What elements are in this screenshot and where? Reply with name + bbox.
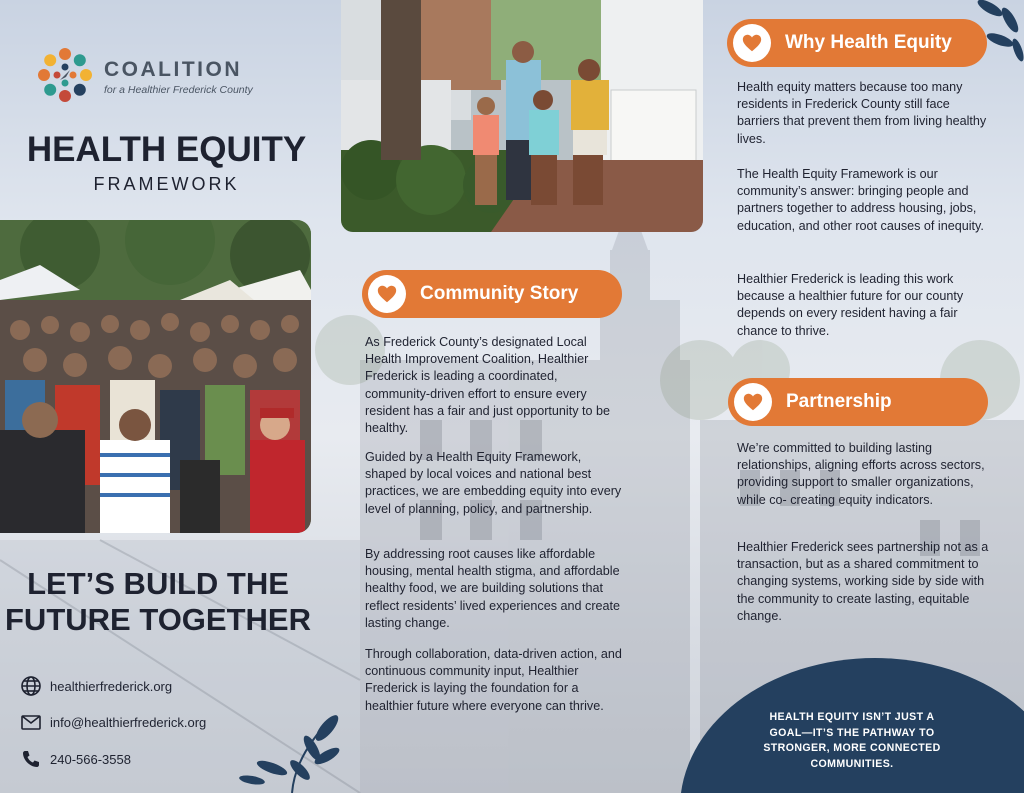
why-health-equity-paragraph: Healthier Frederick is leading this work because a healthier future for our county depends on every resident having a fair chance to thrive. [737,272,964,338]
phone-icon [20,748,42,770]
cta-line-2: FUTURE TOGETHER [5,602,311,637]
email-link[interactable]: info@healthierfrederick.org [50,714,207,730]
phone-number: 240-566-3558 [50,751,131,767]
community-story-paragraph: Guided by a Health Equity Framework, shaped by local voices and national best practices, we are embedding equity into every level of planning, policy, and partnership. [365,450,622,516]
partnership-paragraph: We’re committed to building lasting relationships, aligning efforts across sectors, providing support to smaller organizations, while co- creating equity indicators. [737,441,985,507]
page-subtitle: FRAMEWORK [93,174,240,194]
community-story-paragraph: Through collaboration, data-driven action, and continuous community input, Healthier Frederick is laying the foundation for a healthier future where everyone can thrive. [365,647,622,713]
leaf-branch-icon [232,708,352,793]
community-story-paragraph: By addressing root causes like affordable housing, mental health stigma, and affordable healthy food, we are building solutions that reflect residents’ lived experiences and create lasting change. [365,547,621,630]
family-walking-photo [341,0,703,232]
call-to-action [0,566,316,638]
contact-email[interactable] [20,711,206,733]
brand-tagline: for a Healthier Frederick County [104,84,253,96]
partnership-paragraph: Healthier Frederick sees partnership not as a transaction, but as a shared commitment to changing systems, working side by side with the community to create lasting, equitable change. [737,540,989,623]
heart-icon [733,24,771,62]
website-link[interactable]: healthierfrederick.org [50,678,173,694]
community-story-paragraph: As Frederick County’s designated Local Health Improvement Coalition, Healthier Frederick is leading a coordinated, community-driven effort to ensure every resident has a fair and just opportunity to be healthy. [365,335,611,436]
page-title: HEALTH EQUITY [26,130,307,169]
closing-quote: HEALTH EQUITY ISN’T JUST A GOAL—IT’S THE PATHWAY TO STRONGER, MORE CONNECTED COMMUNITIES. [763,711,941,770]
coalition-flower-icon [36,46,94,104]
cta-line-1: LET’S BUILD THE [27,566,289,601]
contact-phone[interactable] [20,748,131,770]
section-heading-label: Why Health Equity [785,32,952,53]
globe-icon [20,675,42,697]
section-heading-label: Community Story [420,283,579,304]
heart-icon [734,383,772,421]
why-health-equity-heading [727,19,987,67]
contact-website[interactable] [20,675,172,697]
brand-name: COALITION [104,58,242,81]
partnership-heading [728,378,988,426]
mail-icon [20,711,42,733]
coalition-logo [36,46,286,108]
community-story-heading [362,270,622,318]
why-health-equity-paragraph: The Health Equity Framework is our community’s answer: bringing people and partners together to address housing, jobs, education, and other root causes of inequity. [737,167,984,233]
heart-icon [368,275,406,313]
why-health-equity-paragraph: Health equity matters because too many residents in Frederick County still face barriers that prevent them from living healthy lives. [737,80,987,146]
section-heading-label: Partnership [786,391,892,412]
street-festival-crowd-photo [0,220,311,533]
